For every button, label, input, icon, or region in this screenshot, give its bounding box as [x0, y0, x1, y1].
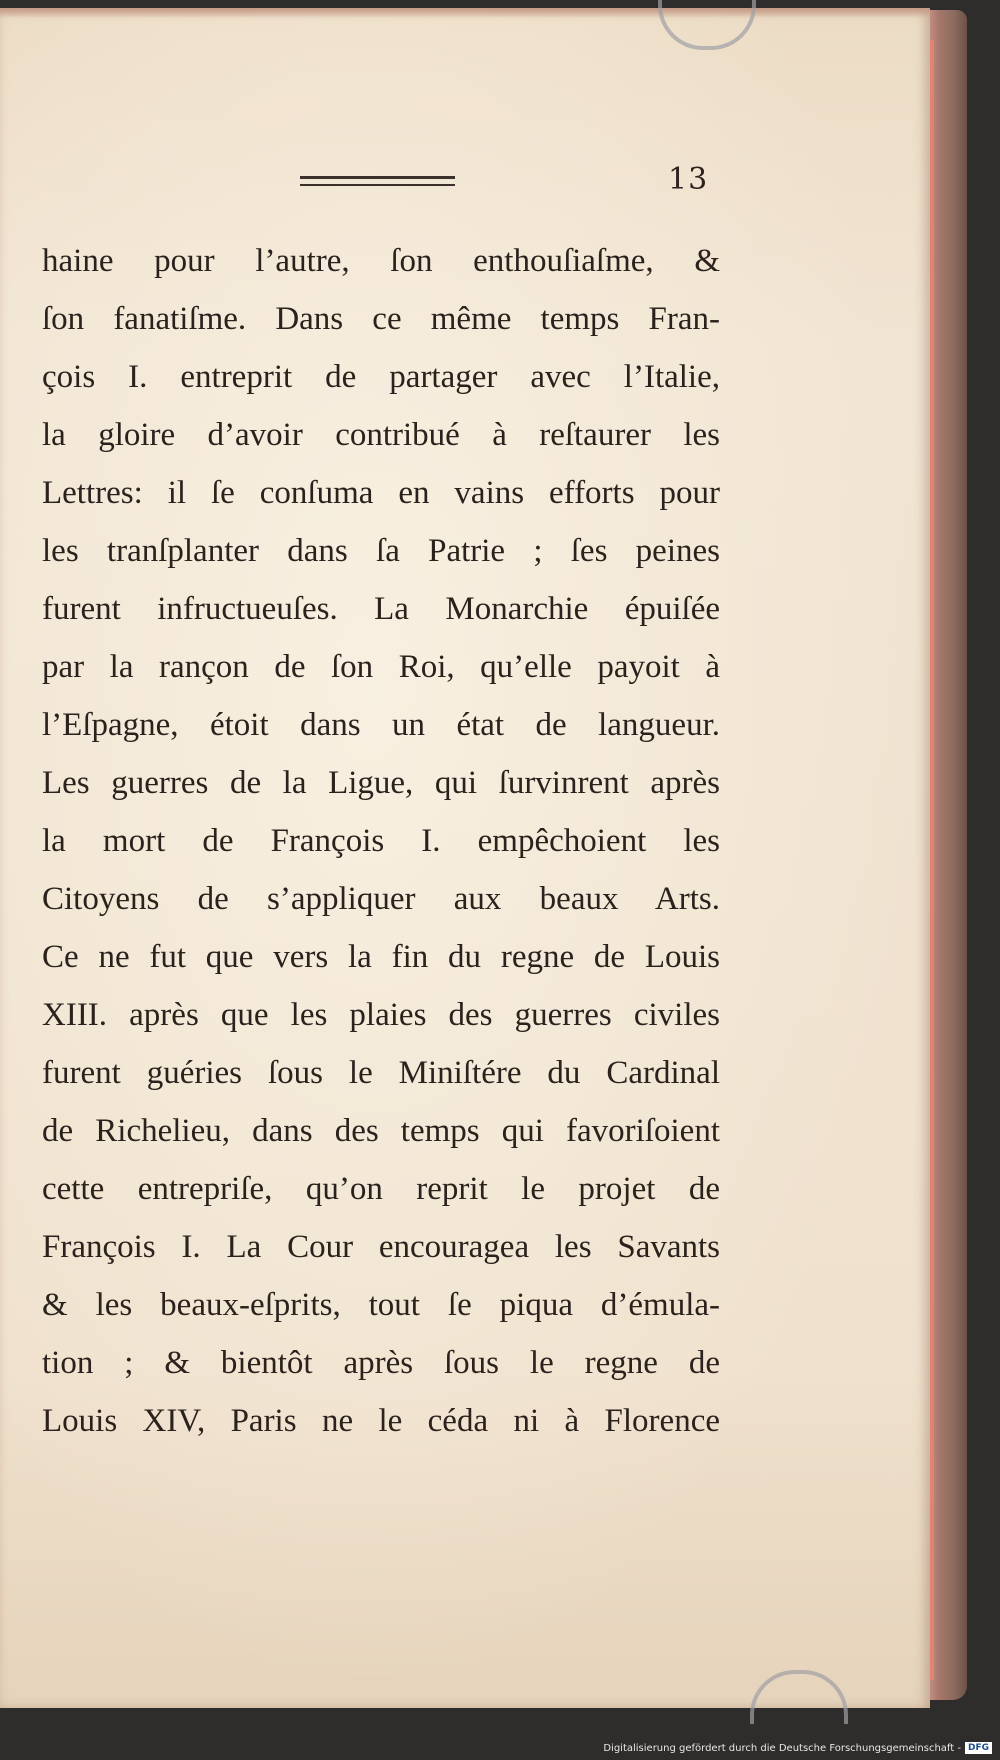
page-number: 13	[668, 162, 709, 197]
text-line: l’Eſpagne, étoit dans un état de langueur.	[42, 707, 720, 743]
text-line: Ce ne fut que vers la fin du regne de Louis	[42, 939, 720, 975]
text-line: tion ; & bientôt après ſous le regne de	[42, 1345, 720, 1381]
text-line: de Richelieu, dans des temps qui favoriſoient	[42, 1113, 720, 1149]
text-line: Lettres: il ſe conſuma en vains efforts pour	[42, 475, 720, 511]
text-line: & les beaux-eſprits, tout ſe piqua d’émula-	[42, 1287, 720, 1323]
text-line: XIII. après que les plaies des guerres civiles	[42, 997, 720, 1033]
text-line: Les guerres de la Ligue, qui ſurvinrent après	[42, 765, 720, 801]
dfg-logo: DFG	[965, 1742, 992, 1754]
text-line: haine pour l’autre, ſon enthouſiaſme, &	[42, 243, 720, 279]
text-line: la mort de François I. empêchoient les	[42, 823, 720, 859]
body-text	[42, 232, 720, 1450]
page-top-shadow	[0, 8, 930, 18]
text-line: par la rançon de ſon Roi, qu’elle payoit à	[42, 649, 720, 685]
text-line: furent guéries ſous le Miniſtére du Cardinal	[42, 1055, 720, 1091]
text-line: çois I. entreprit de partager avec l’Italie,	[42, 359, 720, 395]
credit-text: Digitalisierung gefördert durch die Deutsche Forschungsgemeinschaft -	[603, 1742, 961, 1754]
text-line: Citoyens de s’appliquer aux beaux Arts.	[42, 881, 720, 917]
text-line: furent infructueuſes. La Monarchie épuiſée	[42, 591, 720, 627]
text-line: la gloire d’avoir contribué à reſtaurer les	[42, 417, 720, 453]
text-line: les tranſplanter dans ſa Patrie ; ſes peines	[42, 533, 720, 569]
header-rule	[300, 176, 455, 186]
text-line: François I. La Cour encouragea les Savants	[42, 1229, 720, 1265]
text-line: ſon fanatiſme. Dans ce même temps Fran-	[42, 301, 720, 337]
text-line: cette entrepriſe, qu’on reprit le projet de	[42, 1171, 720, 1207]
digitization-credit	[603, 1742, 992, 1754]
text-line: Louis XIV, Paris ne le céda ni à Florence	[42, 1403, 720, 1439]
